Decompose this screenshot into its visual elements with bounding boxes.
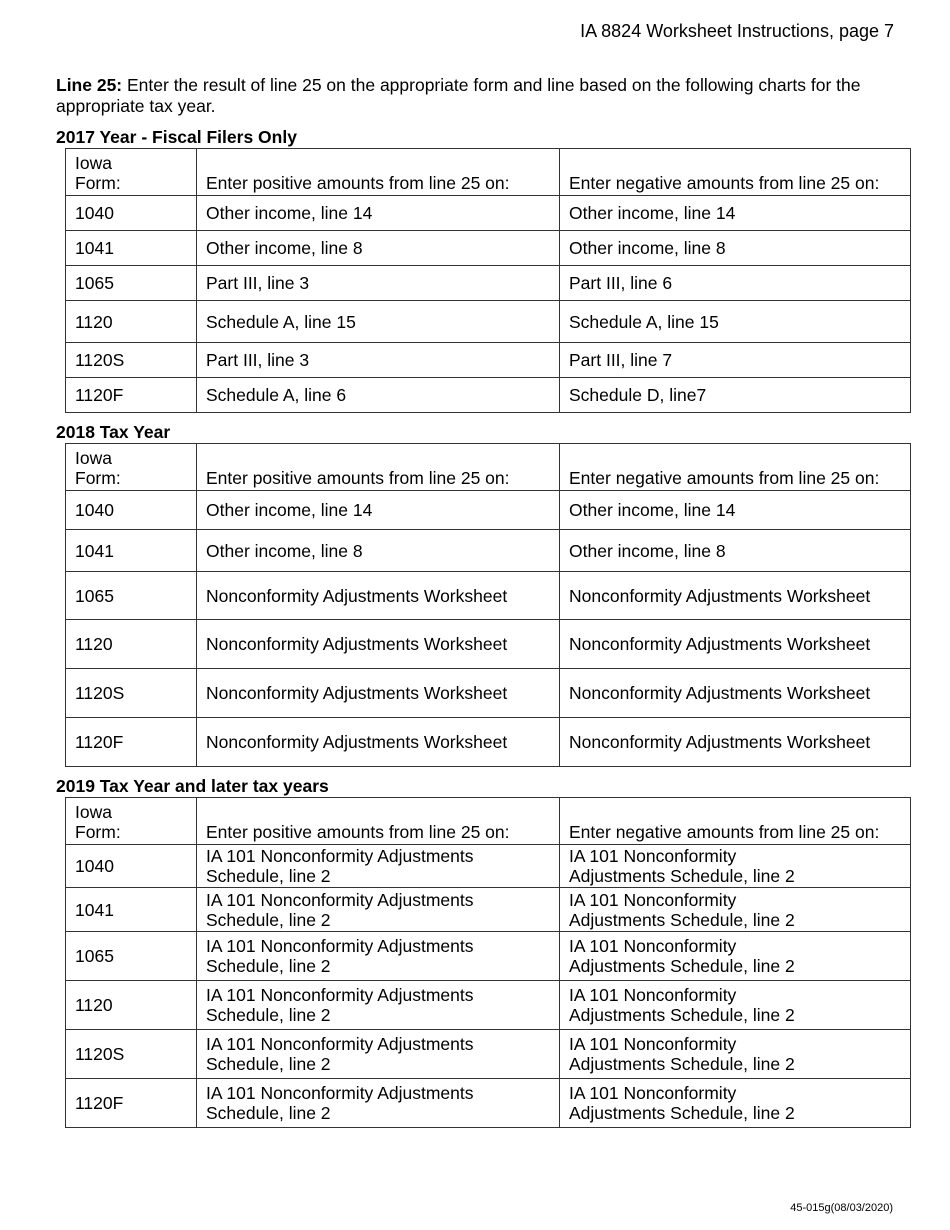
form-cell: 1120 [66, 981, 197, 1030]
positive-cell: Other income, line 8 [197, 231, 560, 266]
table-row [66, 669, 911, 718]
table-row [66, 845, 911, 888]
form-cell: 1041 [66, 231, 197, 266]
table-header-row [66, 149, 911, 196]
negative-cell: IA 101 Nonconformity Adjustments Schedule, line 2 [560, 845, 911, 888]
negative-cell: IA 101 Nonconformity Adjustments Schedule, line 2 [560, 888, 911, 932]
positive-cell: Other income, line 14 [197, 196, 560, 231]
table-row [66, 231, 911, 266]
table-row [66, 718, 911, 767]
form-cell: 1041 [66, 888, 197, 932]
table-row [66, 530, 911, 572]
table-2018 [65, 443, 911, 767]
negative-cell: Part III, line 7 [560, 343, 911, 378]
header-form: Iowa Form: [66, 444, 197, 491]
section-title-2018: 2018 Tax Year [56, 422, 171, 442]
form-cell: 1120F [66, 378, 197, 413]
header-form: Iowa Form: [66, 149, 197, 196]
form-cell: 1120S [66, 1030, 197, 1079]
table-row [66, 620, 911, 669]
intro-paragraph [56, 75, 901, 117]
form-cell: 1040 [66, 491, 197, 530]
form-cell: 1041 [66, 530, 197, 572]
form-cell: 1065 [66, 932, 197, 981]
negative-cell: IA 101 Nonconformity Adjustments Schedule, line 2 [560, 1079, 911, 1128]
positive-cell: IA 101 Nonconformity Adjustments Schedule, line 2 [197, 1030, 560, 1079]
negative-cell: Nonconformity Adjustments Worksheet [560, 718, 911, 767]
table-2019 [65, 797, 911, 1128]
positive-cell: Schedule A, line 6 [197, 378, 560, 413]
table-row [66, 888, 911, 932]
table-row [66, 378, 911, 413]
positive-cell: IA 101 Nonconformity Adjustments Schedule, line 2 [197, 888, 560, 932]
positive-cell: Part III, line 3 [197, 266, 560, 301]
negative-cell: Part III, line 6 [560, 266, 911, 301]
positive-cell: Part III, line 3 [197, 343, 560, 378]
form-cell: 1120F [66, 1079, 197, 1128]
intro-text: Enter the result of line 25 on the appropriate form and line based on the following charts for the appropriate tax year. [56, 75, 861, 116]
table-row [66, 932, 911, 981]
form-cell: 1120S [66, 669, 197, 718]
header-negative: Enter negative amounts from line 25 on: [560, 149, 911, 196]
negative-cell: Nonconformity Adjustments Worksheet [560, 620, 911, 669]
table-row [66, 266, 911, 301]
table-row [66, 1030, 911, 1079]
table-row [66, 196, 911, 231]
positive-cell: Nonconformity Adjustments Worksheet [197, 572, 560, 620]
form-cell: 1120 [66, 301, 197, 343]
table-row [66, 343, 911, 378]
positive-cell: Nonconformity Adjustments Worksheet [197, 718, 560, 767]
table-row [66, 981, 911, 1030]
page-header: IA 8824 Worksheet Instructions, page 7 [580, 21, 894, 41]
positive-cell: Other income, line 8 [197, 530, 560, 572]
negative-cell: Schedule D, line7 [560, 378, 911, 413]
form-cell: 1120S [66, 343, 197, 378]
negative-cell: Other income, line 14 [560, 491, 911, 530]
header-positive: Enter positive amounts from line 25 on: [197, 798, 560, 845]
table-header-row [66, 798, 911, 845]
negative-cell: IA 101 Nonconformity Adjustments Schedule, line 2 [560, 1030, 911, 1079]
negative-cell: Schedule A, line 15 [560, 301, 911, 343]
negative-cell: Other income, line 8 [560, 231, 911, 266]
negative-cell: IA 101 Nonconformity Adjustments Schedule, line 2 [560, 932, 911, 981]
intro-bold-label: Line 25: [56, 75, 123, 95]
positive-cell: Schedule A, line 15 [197, 301, 560, 343]
positive-cell: IA 101 Nonconformity Adjustments Schedule, line 2 [197, 845, 560, 888]
form-cell: 1120 [66, 620, 197, 669]
negative-cell: Nonconformity Adjustments Worksheet [560, 572, 911, 620]
table-row [66, 1079, 911, 1128]
positive-cell: Nonconformity Adjustments Worksheet [197, 669, 560, 718]
form-code-footer: 45-015g(08/03/2020) [790, 1202, 893, 1214]
header-negative: Enter negative amounts from line 25 on: [560, 798, 911, 845]
table-row [66, 491, 911, 530]
section-title-2017: 2017 Year - Fiscal Filers Only [56, 127, 297, 147]
header-positive: Enter positive amounts from line 25 on: [197, 149, 560, 196]
table-header-row [66, 444, 911, 491]
positive-cell: Other income, line 14 [197, 491, 560, 530]
table-row [66, 572, 911, 620]
table-2017 [65, 148, 911, 413]
negative-cell: Other income, line 8 [560, 530, 911, 572]
form-cell: 1065 [66, 572, 197, 620]
positive-cell: IA 101 Nonconformity Adjustments Schedule, line 2 [197, 981, 560, 1030]
positive-cell: IA 101 Nonconformity Adjustments Schedule, line 2 [197, 932, 560, 981]
section-title-2019: 2019 Tax Year and later tax years [56, 776, 329, 796]
positive-cell: IA 101 Nonconformity Adjustments Schedule, line 2 [197, 1079, 560, 1128]
form-cell: 1120F [66, 718, 197, 767]
header-form: Iowa Form: [66, 798, 197, 845]
header-negative: Enter negative amounts from line 25 on: [560, 444, 911, 491]
header-positive: Enter positive amounts from line 25 on: [197, 444, 560, 491]
form-cell: 1040 [66, 196, 197, 231]
form-cell: 1040 [66, 845, 197, 888]
form-cell: 1065 [66, 266, 197, 301]
negative-cell: Other income, line 14 [560, 196, 911, 231]
positive-cell: Nonconformity Adjustments Worksheet [197, 620, 560, 669]
table-row [66, 301, 911, 343]
negative-cell: IA 101 Nonconformity Adjustments Schedule, line 2 [560, 981, 911, 1030]
negative-cell: Nonconformity Adjustments Worksheet [560, 669, 911, 718]
